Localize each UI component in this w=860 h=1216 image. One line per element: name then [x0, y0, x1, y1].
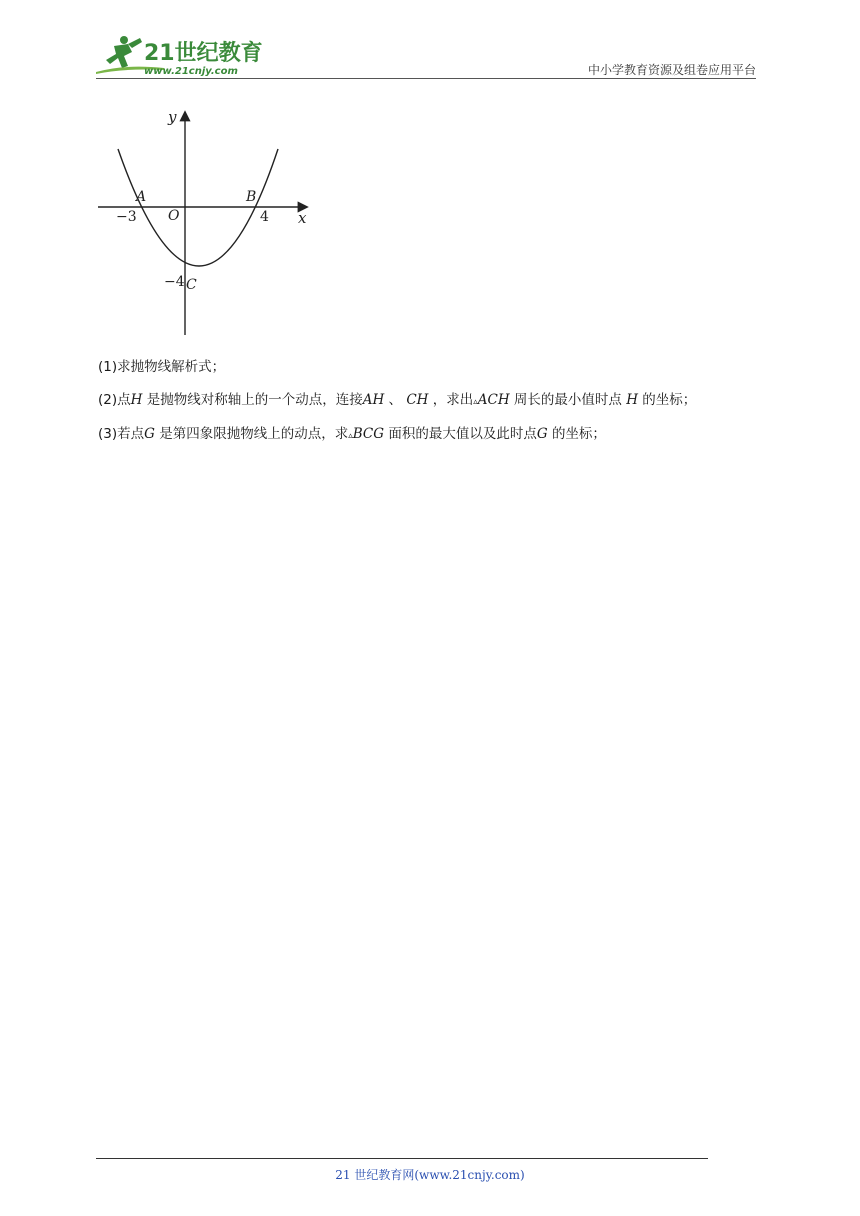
point-c-label: C [186, 277, 197, 293]
q2-math: H [626, 392, 638, 408]
q2-math: ACH [477, 392, 510, 408]
logo-text: 21世纪教育 [144, 41, 263, 66]
q2-math: H [130, 392, 143, 408]
header-platform-text: 中小学教育资源及组卷应用平台 [587, 63, 756, 77]
q3-text: (3)若点 [98, 426, 145, 442]
origin-label: O [168, 208, 180, 224]
triangle-symbol: ▵ [348, 431, 353, 441]
logo-url: www.21cnjy.com [144, 66, 238, 77]
site-logo [94, 32, 274, 78]
q3-text: 的坐标； [551, 426, 606, 442]
header-divider [96, 78, 756, 79]
q2-text: 是抛物线对称轴上的一个动点，连接 [146, 392, 363, 408]
question-1-text: (1)求抛物线解析式； [98, 359, 226, 375]
q2-math: CH [406, 392, 429, 408]
tick-4: 4 [260, 209, 269, 225]
q2-text: (2)点 [98, 392, 131, 408]
point-b-label: B [246, 189, 257, 205]
q3-math: G [536, 426, 548, 442]
parabola-figure [92, 103, 322, 343]
q3-math: G [144, 426, 155, 442]
q3-text: 是第四象限抛物线上的动点，求 [159, 426, 349, 442]
footer-divider [96, 1158, 708, 1159]
q2-text: 的坐标； [642, 392, 697, 408]
point-a-label: A [136, 189, 147, 205]
footer-link[interactable]: 21 世纪教育网(www.21cnjy.com) [335, 1168, 525, 1182]
tick-neg4: −4 [164, 274, 185, 290]
q3-math: BCG [352, 426, 385, 442]
q3-text: 面积的最大值以及此时点 [388, 426, 537, 442]
x-axis-label: x [298, 209, 307, 227]
y-axis-label: y [168, 108, 177, 126]
q2-text: ，求出 [432, 392, 474, 408]
question-2 [98, 388, 696, 408]
tick-neg3: −3 [116, 209, 137, 225]
triangle-symbol: ▵ [473, 397, 478, 407]
question-1 [98, 355, 225, 375]
q2-text: 周长的最小值时点 [513, 392, 622, 408]
question-3 [98, 422, 606, 442]
q2-text: 、 [388, 392, 403, 408]
q2-math: AH [362, 392, 385, 408]
